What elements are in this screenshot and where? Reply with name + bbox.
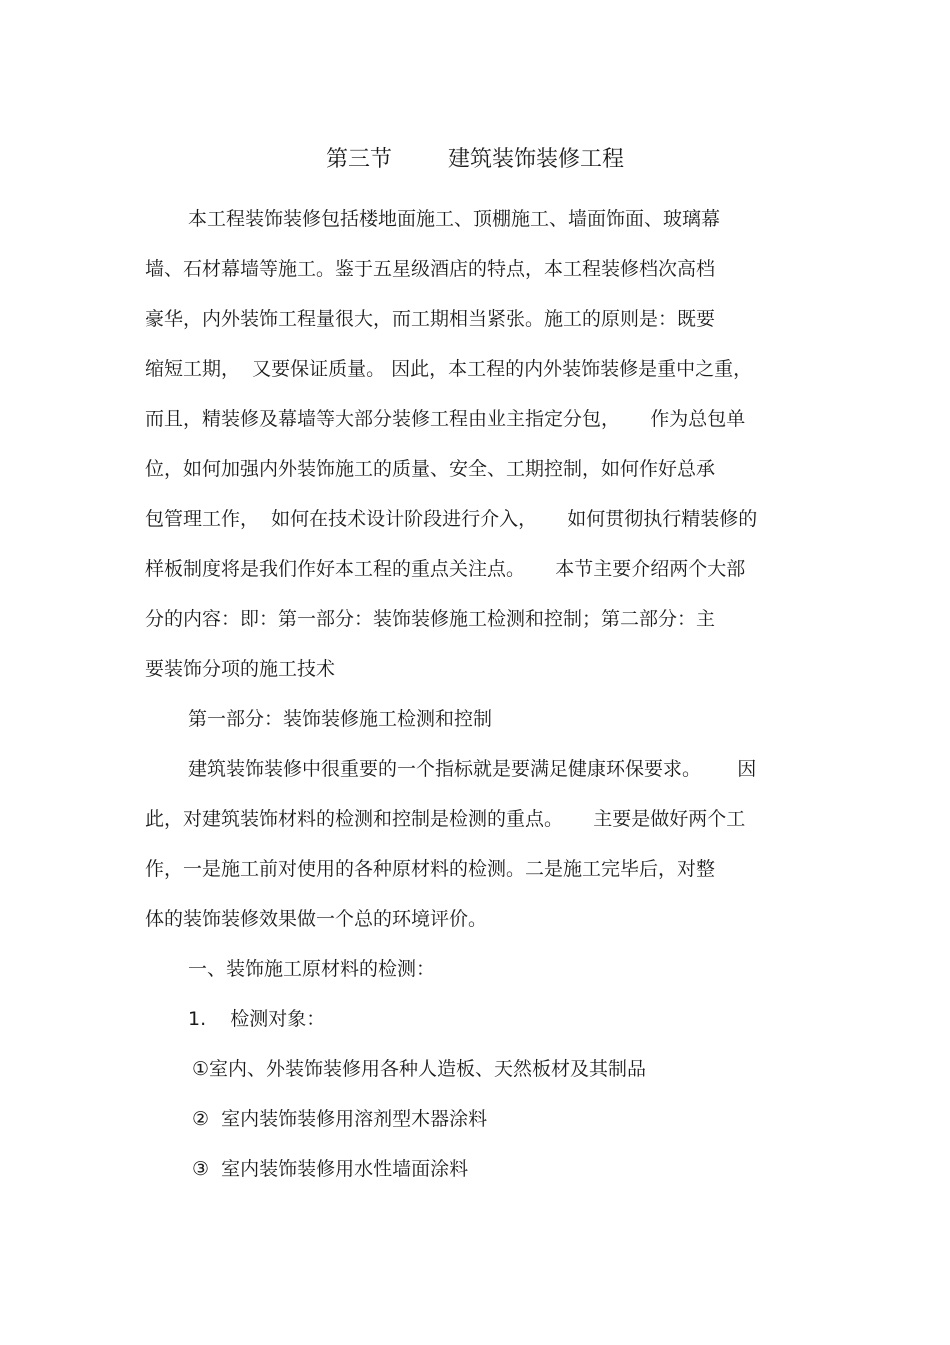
subsection-heading: 一、装饰施工原材料的检测： (188, 958, 436, 980)
intro-line-2: 墙、石材幕墙等施工。鉴于五星级酒店的特点，本工程装修档次高档 (145, 258, 716, 280)
intro-line-8: 样板制度将是我们作好本工程的重点关注点。 本节主要介绍两个大部 (145, 558, 746, 580)
intro-line-5: 而且，精装修及幕墙等大部分装修工程由业主指定分包， 作为总包单 (145, 408, 746, 430)
health-line-2: 此，对建筑装饰材料的检测和控制是检测的重点。 主要是做好两个工 (145, 808, 746, 830)
intro-line-9: 分的内容：即：第一部分：装饰装修施工检测和控制；第二部分：主 (145, 608, 716, 630)
list-item: ①室内、外装饰装修用各种人造板、天然板材及其制品 (192, 1058, 647, 1080)
intro-line-3: 豪华，内外装饰工程量很大，而工期相当紧张。施工的原则是：既要 (145, 308, 716, 330)
intro-line-1: 本工程装饰装修包括楼地面施工、顶棚施工、墙面饰面、玻璃幕 (188, 208, 721, 230)
list-item: ③ 室内装饰装修用水性墙面涂料 (192, 1158, 469, 1180)
health-line-1: 建筑装饰装修中很重要的一个指标就是要满足健康环保要求。 因 (188, 758, 757, 780)
section-title: 第三节 建筑装饰装修工程 (326, 147, 624, 172)
intro-line-7: 包管理工作， 如何在技术设计阶段进行介入， 如何贯彻执行精装修的 (145, 508, 758, 530)
list-item: ② 室内装饰装修用溶剂型木器涂料 (192, 1108, 488, 1130)
health-line-3: 作，一是施工前对使用的各种原材料的检测。二是施工完毕后，对整 (145, 858, 716, 880)
intro-line-10: 要装饰分项的施工技术 (145, 658, 336, 680)
intro-line-6: 位，如何加强内外装饰施工的质量、安全、工期控制，如何作好总承 (145, 458, 716, 480)
intro-line-4: 缩短工期， 又要保证质量。 因此，本工程的内外装饰装修是重中之重， (145, 358, 753, 380)
health-line-4: 体的装饰装修效果做一个总的环境评价。 (145, 908, 488, 930)
item-heading: 1. 检测对象： (188, 1008, 326, 1030)
part-one-heading: 第一部分：装饰装修施工检测和控制 (188, 708, 493, 730)
